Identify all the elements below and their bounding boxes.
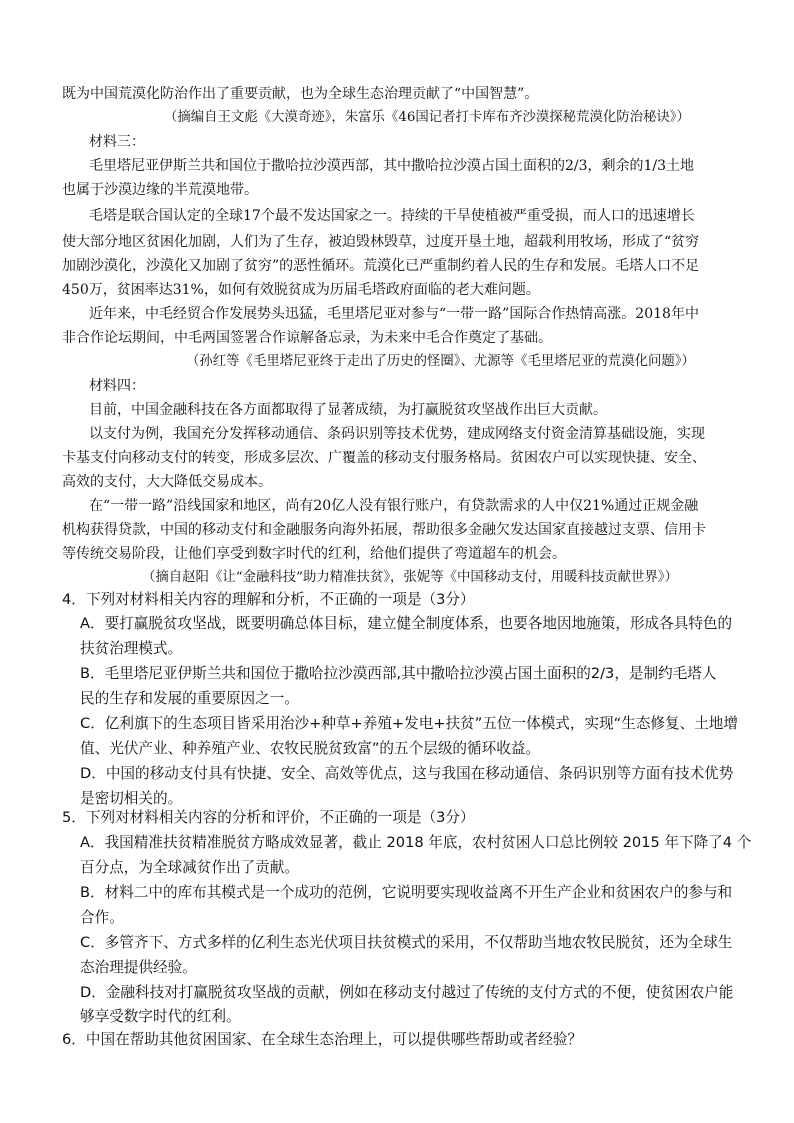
question-4-option-d: D．中国的移动支付具有快捷、安全、高效等优点，这与我国在移动通信、条码识别等方面有技术优势: [80, 765, 734, 782]
section-heading: 材料三：: [89, 134, 145, 150]
question-5-option-d-cont: 够享受数字时代的红利。: [80, 1008, 241, 1025]
paragraph-line: 毛里塔尼亚伊斯兰共和国位于撒哈拉沙漠西部，其中撒哈拉沙漠占国土面积的2/3，剩余的1/3土地: [89, 158, 695, 174]
question-4-option-d-cont: 是密切相关的。: [80, 790, 183, 807]
paragraph-line: 450万，贫困率达31%，如何有效脱贫成为历届毛塔政府面临的老大难问题。: [62, 282, 540, 298]
paragraph-line: 目前，中国金融科技在各方面都取得了显著成绩，为打赢脱贫攻坚战作出巨大贡献。: [89, 402, 607, 418]
paragraph-line: 既为中国荒漠化防治作出了重要贡献，也为全球生态治理贡献了“中国智慧”。: [62, 86, 539, 102]
question-4-option-a-cont: 扶贫治理模式。: [80, 640, 183, 657]
question-5-option-a-cont: 百分点，为全球减贫作出了贡献。: [80, 859, 299, 876]
paragraph-line: 机构获得贷款，中国的移动支付和金融服务向海外拓展，帮助很多金融欠发达国家直接越过支票、信用卡: [62, 522, 706, 538]
question-4-stem: 4．下列对材料相关内容的理解和分析，不正确的一项是（3分）: [62, 591, 475, 608]
question-5-option-c: C．多管齐下、方式多样的亿利生态光伏项目扶贫模式的采用，不仅帮助当地农牧民脱贫，还为全球生: [80, 934, 733, 951]
question-4-option-b-cont: 民的生存和发展的重要原因之一。: [80, 690, 299, 707]
source-citation: （孙红等《毛里塔尼亚终于走出了历史的怪圈》、尤源等《毛里塔尼亚的荒漠化问题》）: [186, 354, 695, 369]
paragraph-line: 卡基支付向移动支付的转变，形成多层次、广覆盖的移动支付服务格局。贫困农户可以实现快捷、安全、: [62, 450, 706, 466]
question-6-stem: 6．中国在帮助其他贫困国家、在全球生态治理上，可以提供哪些帮助或者经验？: [62, 1031, 583, 1048]
paragraph-line: 等传统交易阶段，让他们享受到数字时代的红利，给他们提供了弯道超车的机会。: [62, 546, 566, 562]
question-5-option-a: A．我国精准扶贫精准脱贫方略成效显著，截止 2018 年底，农村贫困人口总比例较 2015 年下降了4 个: [80, 834, 752, 851]
paragraph-line: 毛塔是联合国认定的全球17个最不发达国家之一。持续的干旱使植被严重受损，而人口的迅速增长: [89, 208, 695, 224]
question-5-option-b: B．材料二中的库布其模式是一个成功的范例，它说明要实现收益离不开生产企业和贫困农户的参与和: [80, 884, 733, 901]
question-5-option-c-cont: 态治理提供经验。: [80, 959, 197, 976]
source-citation: （摘编自王文彪《大漠奇迹》，朱富乐《46国记者打卡库布齐沙漠探秘荒漠化防治秘诀》）: [164, 110, 690, 125]
paragraph-line: 使大部分地区贫困化加剧，人们为了生存，被迫毁林毁草，过度开垦土地，超载利用牧场，形成了“贫穷: [62, 234, 700, 250]
source-citation: （摘自赵阳《让“金融科技”助力精准扶贫》，张妮等《中国移动支付，用暖科技贡献世界》）: [142, 570, 678, 585]
question-4-option-c: C．亿利旗下的生态项目皆采用治沙+种草+养殖+发电+扶贫”五位一体模式，实现“生态修复、土地增: [80, 715, 738, 732]
section-heading: 材料四：: [89, 378, 145, 394]
question-5-option-d: D．金融科技对打赢脱贫攻坚战的贡献，例如在移动支付越过了传统的支付方式的不便，使贫困农户能: [80, 984, 734, 1001]
question-4-option-c-cont: 值、光伏产业、种养殖产业、农牧民脱贫致富”的五个层级的循环收益。: [80, 740, 540, 757]
question-5-option-b-cont: 合作。: [80, 909, 124, 926]
paragraph-line: 近年来，中毛经贸合作发展势头迅猛，毛里塔尼亚对参与“一带一路”国际合作热情高涨。2018年中: [89, 306, 699, 322]
paragraph-line: 加剧沙漠化，沙漠化又加剧了贫穷”的恶性循环。荒漠化已严重制约着人民的生存和发展。毛塔人口不足: [62, 258, 700, 274]
paragraph-line: 在“一带一路”沿线国家和地区，尚有20亿人没有银行账户，有贷款需求的人中仅21%通过正规金融: [89, 498, 699, 514]
paragraph-line: 也属于沙漠边缘的半荒漠地带。: [62, 182, 258, 198]
question-4-option-b: B．毛里塔尼亚伊斯兰共和国位于撒哈拉沙漠西部,其中撒哈拉沙漠占国土面积的2/3，是制约毛塔人: [80, 665, 717, 682]
paragraph-line: 非合作论坛期间，中毛两国签署合作谅解备忘录，为未来中毛合作奠定了基础。: [62, 330, 552, 346]
question-4-option-a: A．要打赢脱贫攻坚战，既要明确总体目标，建立健全制度体系，也要各地因地施策，形成各具特色的: [80, 615, 733, 632]
paragraph-line: 高效的支付，大大降低交易成本。: [62, 474, 272, 490]
question-5-stem: 5．下列对材料相关内容的分析和评价，不正确的一项是（3分）: [62, 809, 475, 826]
paragraph-line: 以支付为例，我国充分发挥移动通信、条码识别等技术优势，建成网络支付资金清算基础设施，实现: [89, 426, 705, 442]
